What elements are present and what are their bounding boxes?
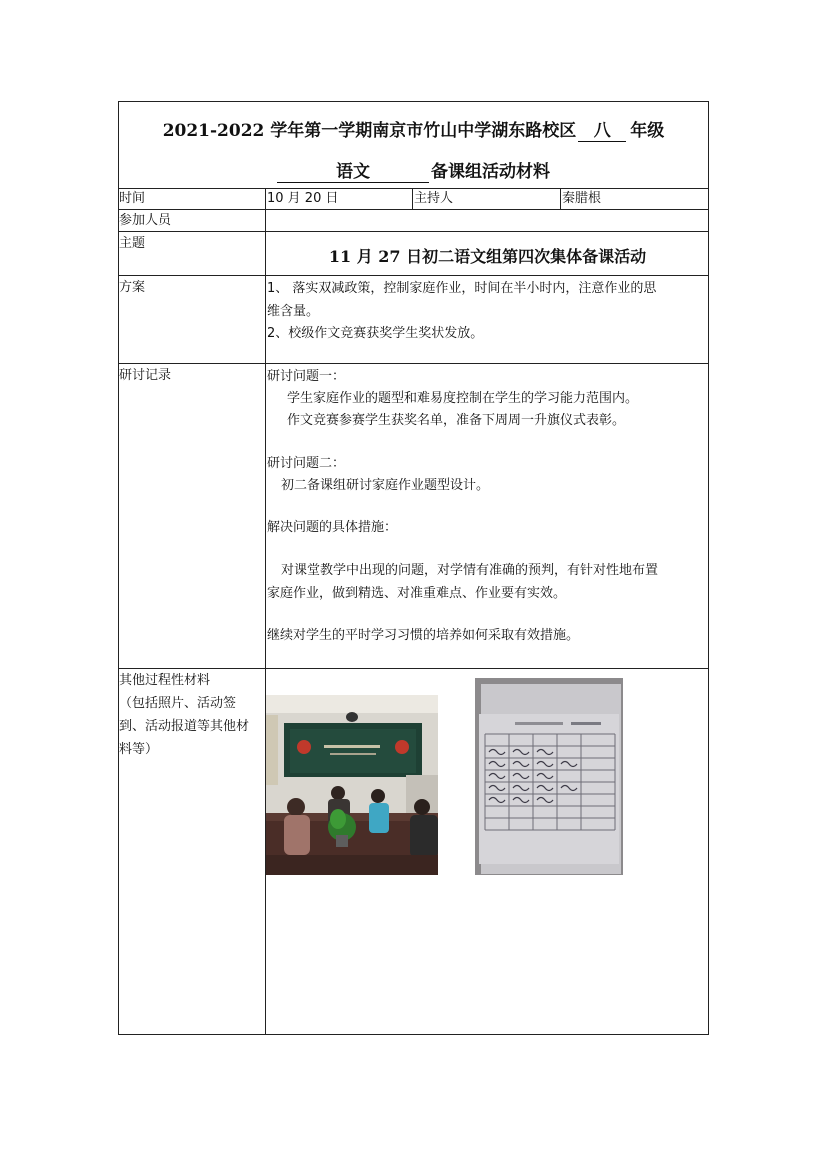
subject-field: 语文 [277,157,429,183]
column-divider [265,188,266,1035]
sign-in-sheet-photo [475,678,623,875]
discussion-line: 解决问题的具体措施： [267,520,398,535]
grade-field: 八 [578,116,626,142]
title-main: 2021-2022 学年第一学期南京市竹山中学湖东路校区 [162,121,577,141]
plan-line: 维含量。 [267,304,320,319]
discussion-line: 继续对学生的平时学习习惯的培养如何采取有效措施。 [267,628,580,643]
discussion-line: 研讨问题二： [267,456,346,471]
host-value: 秦腊根 [562,191,602,206]
discussion-line: 研讨问题一： [267,369,346,384]
theme-label: 主题 [119,236,146,251]
divider [118,275,709,276]
document-subtitle [118,157,709,183]
meeting-photo [266,695,438,875]
divider [118,363,709,364]
plan-line: 1、 落实双减政策，控制家庭作业，时间在半小时内，注意作业的思 [267,281,657,296]
document-title [118,116,709,142]
column-divider [560,188,561,209]
discussion-line: 家庭作业，做到精选、对准重难点、作业要有实效。 [267,586,567,601]
plan-label: 方案 [119,280,146,295]
label-line: 到、活动报道等其他材 [119,719,250,734]
label-line: （包括照片、活动签 [119,696,237,711]
discussion-line: 初二备课组研讨家庭作业题型设计。 [281,478,490,493]
participants-label: 参加人员 [119,213,172,228]
other-materials-label [119,669,266,761]
label-line: 其他过程性材料 [119,673,211,688]
plan-line: 2、校级作文竞赛获奖学生奖状发放。 [267,326,484,341]
theme-value: 11 月 27 日初二语文组第四次集体备课活动 [328,247,647,266]
discussion-line: 学生家庭作业的题型和难易度控制在学生的学习能力范围内。 [287,391,639,406]
discussion-label: 研讨记录 [119,368,172,383]
grade-suffix: 年级 [630,121,665,141]
divider [118,231,709,232]
host-label: 主持人 [414,191,454,206]
label-line: 料等） [119,742,159,757]
column-divider [412,188,413,209]
discussion-line: 对课堂教学中出现的问题，对学情有准确的预判，有针对性地布置 [281,563,659,578]
time-value: 10 月 20 日 [267,191,339,206]
title-tail: 备课组活动材料 [431,162,550,182]
time-label: 时间 [119,191,146,206]
discussion-line: 作文竞赛参赛学生获奖名单，准备下周周一升旗仪式表彰。 [287,413,626,428]
